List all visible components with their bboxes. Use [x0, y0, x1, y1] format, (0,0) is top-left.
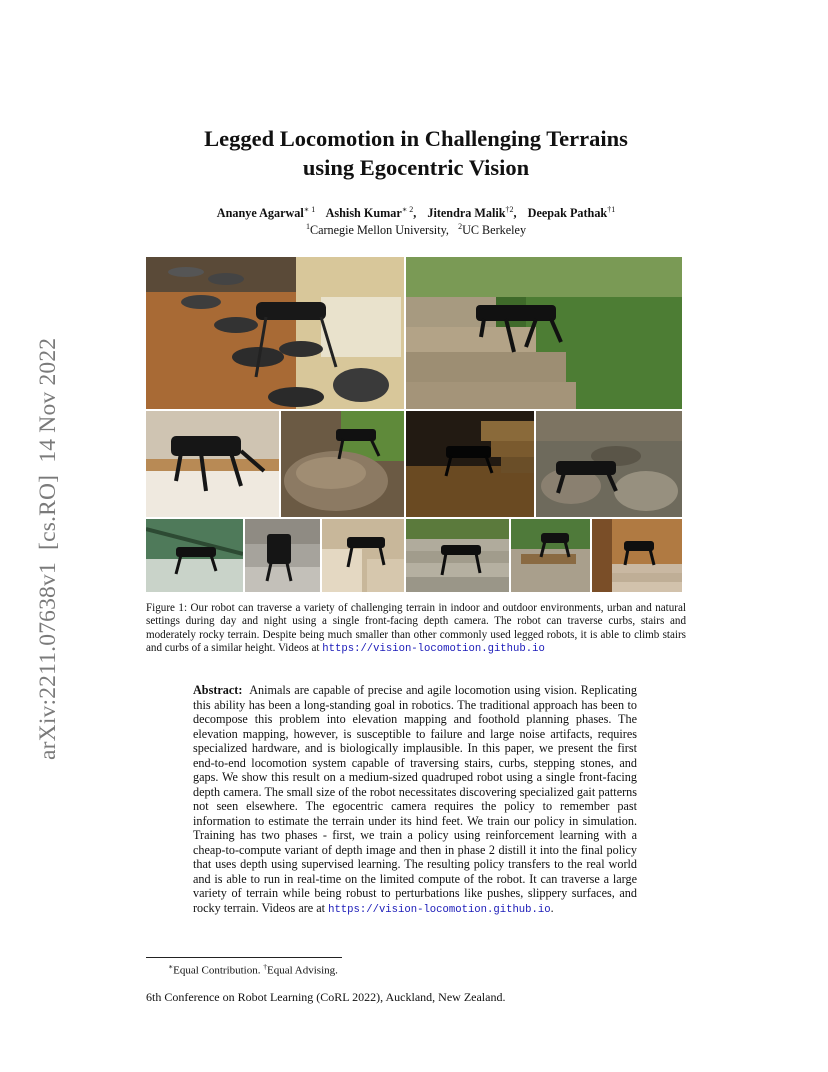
figure-1-collage: [146, 257, 682, 592]
paper-title: [146, 124, 686, 182]
photo-robot-on-night-stairs: [406, 411, 534, 517]
conference-note: 6th Conference on Robot Learning (CoRL 2022), Auckland, New Zealand.: [146, 990, 506, 1004]
affiliation-name: Carnegie Mellon University,: [309, 223, 449, 238]
caption-url-link[interactable]: https://vision-locomotion.github.io: [322, 642, 545, 655]
abstract-text: Animals are capable of precise and agile locomotion using vision. Replicating this ability has been a long-standing goal in robotics. The traditional approach has been to decompose this problem into elevation mapping and foothold planning phases. The elevation mapping, however, is susceptible to failure and large noise artifacts, requires specialized hardware, and is biologically implausible. In this paper, we present the first end-to-end locomotion system capable of traversing stairs, curbs, stepping stones, and gaps. We show this result on a medium-sized quadruped robot using a single front-facing depth camera. The small size of the robot necessitates discovering specialized gait patterns not seen elsewhere. The egocentric camera requires the policy to remember past information to estimate the terrain under its hind feet. We train our policy in simulation. Training has two phases - first, we train a policy using reinforcement learning with a cheap-to-compute variant of depth image and then in phase 2 distill it into the final policy that uses depth using supervised learning. The resulting policy transfers to the real world and is able to run in real-time on the limited compute of the robot. It can traverse a large variety of terrain while being robust to perturbations like pushes, slippery surfaces, and rocky terrain. Videos are at: [193, 683, 637, 915]
caption-label: Figure 1:: [146, 602, 188, 614]
abstract: [193, 683, 637, 917]
author-mark: †2: [505, 205, 514, 214]
abstract-end: .: [550, 900, 554, 915]
photo-robot-on-outdoor-stairs: [406, 519, 509, 592]
photo-robot-on-wooden-curb: [511, 519, 590, 592]
author-name: Jitendra Malik: [427, 206, 506, 221]
author-name: Ashish Kumar: [325, 206, 402, 221]
photo-robot-in-rocky-stream: [536, 411, 682, 517]
photo-robot-among-stools: [146, 257, 404, 409]
affiliation-mark: 2: [458, 222, 463, 231]
footnote-mark: ∗: [168, 962, 174, 971]
photo-robot-on-rock: [281, 411, 404, 517]
affiliation-mark: 1: [305, 222, 310, 231]
footnote-rule: [146, 957, 342, 958]
arxiv-identifier: arXiv:2211.07638v1 [cs.RO] 14 Nov 2022: [35, 337, 61, 760]
caption-text: Our robot can traverse a variety of challenging terrain in indoor and outdoor environments, urban and natural settings during day and night using a single front-facing depth camera. The robot can traverse curbs, stairs and moderately rocky terrain. Despite being much smaller than other commonly used legged robots, it is able to climb stairs and curbs of a similar height. Videos at: [146, 602, 687, 654]
photo-robot-on-stone-steps: [406, 257, 682, 409]
footnote-mark: †: [263, 962, 267, 971]
affiliation-name: UC Berkeley: [462, 223, 527, 238]
author-mark: ∗ 2: [401, 205, 414, 214]
footnote-text: Equal Contribution.: [173, 964, 261, 977]
footnote-text: Equal Advising.: [267, 964, 338, 977]
affiliations: [146, 222, 686, 238]
title-line-2: using Egocentric Vision: [302, 155, 530, 180]
title-line-1: Legged Locomotion in Challenging Terrains: [204, 126, 628, 151]
abstract-label: Abstract:: [193, 683, 243, 697]
figure-caption: [146, 602, 686, 656]
photo-robot-on-stairs-railing: [146, 519, 243, 592]
author-name: Ananye Agarwal: [216, 206, 304, 221]
photo-robot-climbing-curb: [245, 519, 320, 592]
footnote: [168, 962, 338, 977]
abstract-url-link[interactable]: https://vision-locomotion.github.io: [328, 903, 551, 916]
photo-robot-on-indoor-stairs: [592, 519, 682, 592]
author-name: Deepak Pathak: [527, 206, 608, 221]
author-mark: †1: [607, 205, 616, 214]
author-mark: ∗ 1: [303, 205, 316, 214]
photo-robot-on-table: [146, 411, 279, 517]
photo-robot-on-step-blocks: [322, 519, 404, 592]
author-list: Ananye Agarwal$^{∗ 1}$ Ashish Kumar$^{∗ 2}$, Jitendra Malik$^{\dagger 2}$, Deepak Pathak$^{\dagger 1}$: [216, 205, 616, 221]
